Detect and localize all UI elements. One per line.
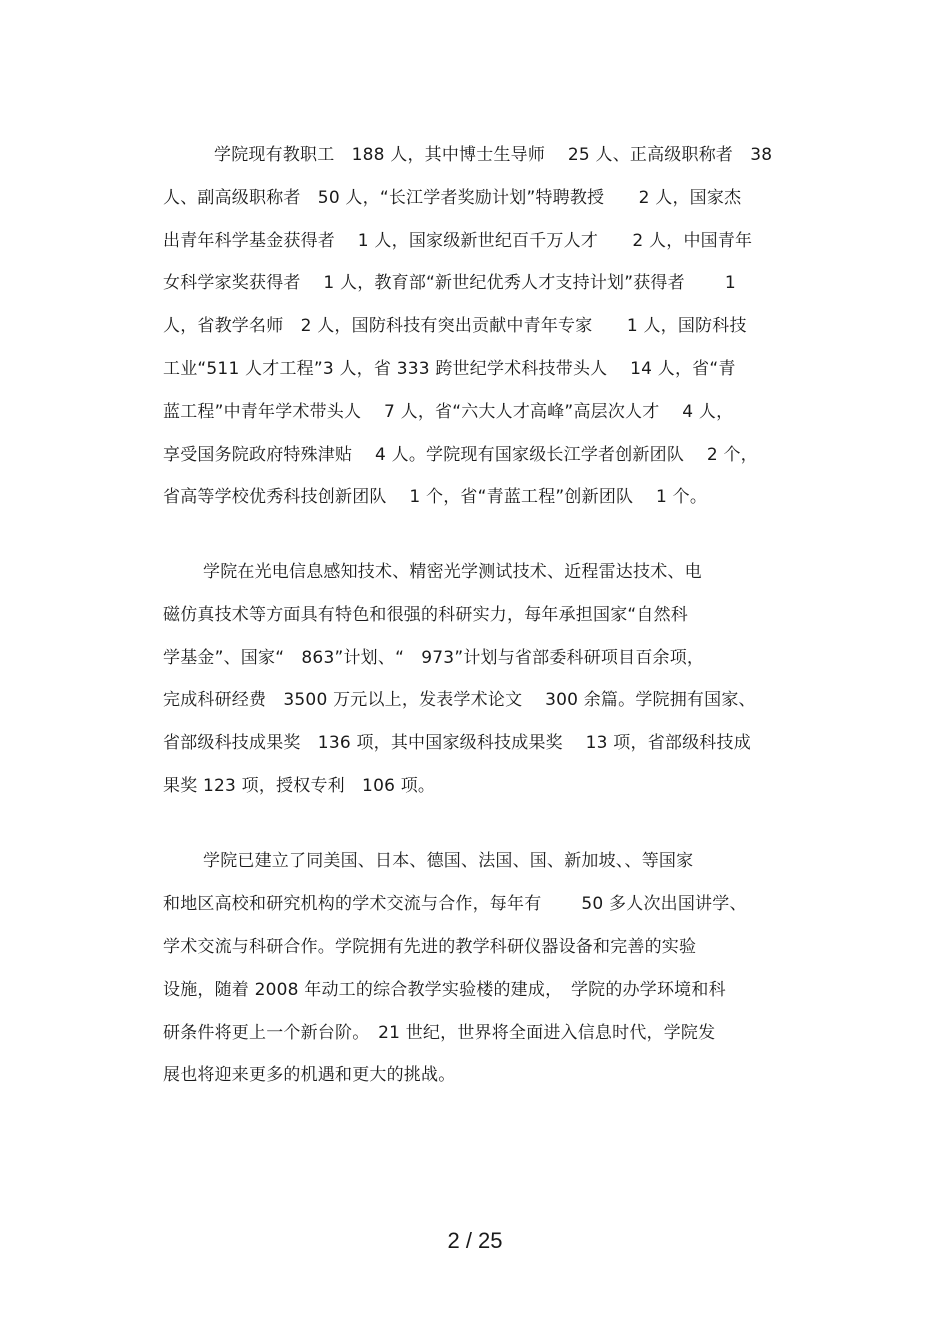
text-line: 完成科研经费 3500 万元以上，发表学术论文 300 余篇。学院拥有国家、 bbox=[163, 690, 756, 710]
text-line: 省高等学校优秀科技创新团队 1 个，省“青蓝工程”创新团队 1 个。 bbox=[163, 487, 708, 507]
text-line: 果奖 123 项，授权专利 106 项。 bbox=[163, 776, 436, 796]
text-line: 研条件将更上一个新台阶。 21 世纪，世界将全面进入信息时代，学院发 bbox=[163, 1023, 716, 1043]
text-line: 学院现有教职工 188 人，其中博士生导师 25 人、正高级职称者 38 bbox=[214, 145, 773, 165]
text-line: 学院在光电信息感知技术、精密光学测试技术、近程雷达技术、电 bbox=[203, 562, 702, 582]
text-line: 工业“511 人才工程”3 人，省 333 跨世纪学术科技带头人 14 人，省“青 bbox=[163, 359, 736, 379]
text-line: 设施，随着 2008 年动工的综合教学实验楼的建成， 学院的办学环境和科 bbox=[163, 980, 726, 1000]
text-line: 蓝工程”中青年学术带头人 7 人，省“六大人才高峰”高层次人才 4 人， bbox=[163, 402, 734, 422]
text-line: 省部级科技成果奖 136 项，其中国家级科技成果奖 13 项，省部级科技成 bbox=[163, 733, 751, 753]
text-line: 学术交流与科研合作。学院拥有先进的教学科研仪器设备和完善的实验 bbox=[163, 937, 697, 957]
text-line: 学基金”、国家“ 863”计划、“ 973”计划与省部委科研项目百余项， bbox=[163, 648, 705, 668]
text-line: 享受国务院政府特殊津贴 4 人。学院现有国家级长江学者创新团队 2 个， bbox=[163, 445, 758, 465]
text-line: 学院已建立了同美国、日本、德国、法国、国、新加坡、、等国家 bbox=[203, 851, 694, 871]
text-line: 展也将迎来更多的机遇和更大的挑战。 bbox=[163, 1065, 456, 1085]
page-number: 2 / 25 bbox=[447, 1228, 503, 1253]
text-line: 人、副高级职称者 50 人，“长江学者奖励计划”特聘教授 2 人，国家杰 bbox=[163, 188, 742, 208]
text-line: 女科学家奖获得者 1 人，教育部“新世纪优秀人才支持计划”获得者 1 bbox=[163, 273, 736, 293]
text-line: 和地区高校和研究机构的学术交流与合作，每年有 50 多人次出国讲学、 bbox=[163, 894, 747, 914]
text-line: 人，省教学名师 2 人，国防科技有突出贡献中青年专家 1 人，国防科技 bbox=[163, 316, 747, 336]
text-line: 磁仿真技术等方面具有特色和很强的科研实力，每年承担国家“自然科 bbox=[163, 605, 689, 625]
text-line: 出青年科学基金获得者 1 人，国家级新世纪百千万人才 2 人，中国青年 bbox=[163, 231, 753, 251]
